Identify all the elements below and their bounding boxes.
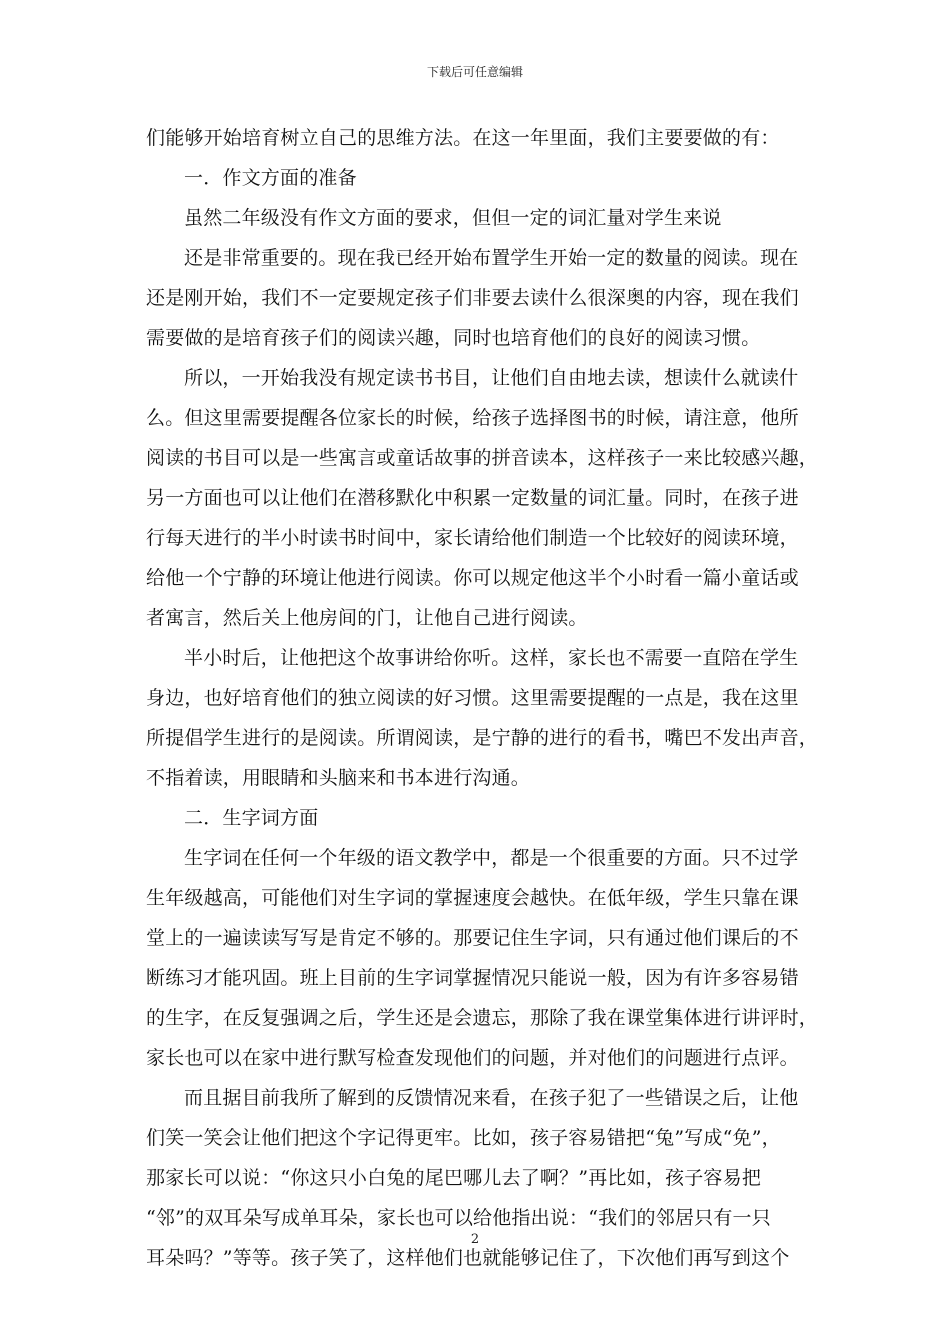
- text-line: 堂上的一遍读读写写是肯定不够的。那要记住生字词，只有通过他们课后的不: [146, 927, 799, 949]
- text-line: 们能够开始培育树立自己的思维方法。在这一年里面，我们主要要做的有：: [146, 127, 780, 149]
- page-header: 下载后可任意编辑: [426, 65, 523, 79]
- text-line: 而且据目前我所了解到的反馈情况来看，在孩子犯了一些错误之后，让他: [184, 1087, 799, 1109]
- text-line: 生字词在任何一个年级的语文教学中，都是一个很重要的方面。只不过学: [184, 847, 799, 869]
- text-line: 耳朵吗？”等等。孩子笑了，这样他们也就能够记住了，下次他们再写到这个: [146, 1247, 790, 1269]
- text-line: 生年级越高，可能他们对生字词的掌握速度会越快。在低年级，学生只靠在课: [146, 887, 799, 909]
- text-line: 半小时后，让他把这个故事讲给你听。这样，家长也不需要一直陪在学生: [184, 647, 799, 669]
- text-line: 给他一个宁静的环境让他进行阅读。你可以规定他这半个小时看一篇小童话或: [146, 567, 799, 589]
- text-line: 断练习才能巩固。班上目前的生字词掌握情况只能说一般，因为有许多容易错: [146, 967, 799, 989]
- page-number: 2: [470, 1232, 480, 1247]
- text-line: 身边，也好培育他们的独立阅读的好习惯。这里需要提醒的一点是，我在这里: [146, 687, 799, 709]
- text-line: 二．生字词方面: [184, 807, 319, 829]
- text-line: 另一方面也可以让他们在潜移默化中积累一定数量的词汇量。同时，在孩子进: [146, 487, 799, 509]
- text-line: 不指着读，用眼睛和头脑来和书本进行沟通。: [146, 767, 531, 789]
- text-line: 那家长可以说：“你这只小白兔的尾巴哪儿去了啊？”再比如，孩子容易把: [146, 1167, 762, 1189]
- document-body: [146, 118, 822, 1278]
- text-line: 行每天进行的半小时读书时间中，家长请给他们制造一个比较好的阅读环境，: [146, 527, 799, 549]
- text-line: 者寓言，然后关上他房间的门，让他自己进行阅读。: [146, 607, 588, 629]
- text-line: 么。但这里需要提醒各位家长的时候，给孩子选择图书的时候，请注意，他所: [146, 407, 799, 429]
- text-line: 所提倡学生进行的是阅读。所谓阅读，是宁静的进行的看书，嘴巴不发出声音，: [146, 727, 819, 749]
- text-line: 虽然二年级没有作文方面的要求，但但一定的词汇量对学生来说: [184, 207, 722, 229]
- text-line: 一．作文方面的准备: [184, 167, 357, 189]
- text-line: 还是刚开始，我们不一定要规定孩子们非要去读什么很深奥的内容，现在我们: [146, 287, 799, 309]
- text-line: 所以，一开始我没有规定读书书目，让他们自由地去读，想读什么就读什: [184, 367, 799, 389]
- text-line: 家长也可以在家中进行默写检查发现他们的问题，并对他们的问题进行点评。: [146, 1047, 799, 1069]
- text-line: 阅读的书目可以是一些寓言或童话故事的拼音读本，这样孩子一来比较感兴趣，: [146, 447, 819, 469]
- text-line: 需要做的是培育孩子们的阅读兴趣，同时也培育他们的良好的阅读习惯。: [146, 327, 761, 349]
- text-line: 们笑一笑会让他们把这个字记得更牢。比如，孩子容易错把“兔”写成“免”，: [146, 1127, 781, 1149]
- text-line: 还是非常重要的。现在我已经开始布置学生开始一定的数量的阅读。现在: [184, 247, 799, 269]
- text-line: 的生字，在反复强调之后，学生还是会遗忘，那除了我在课堂集体进行讲评时，: [146, 1007, 819, 1029]
- text-line: “邻”的双耳朵写成单耳朵，家长也可以给他指出说：“我们的邻居只有一只: [146, 1207, 771, 1229]
